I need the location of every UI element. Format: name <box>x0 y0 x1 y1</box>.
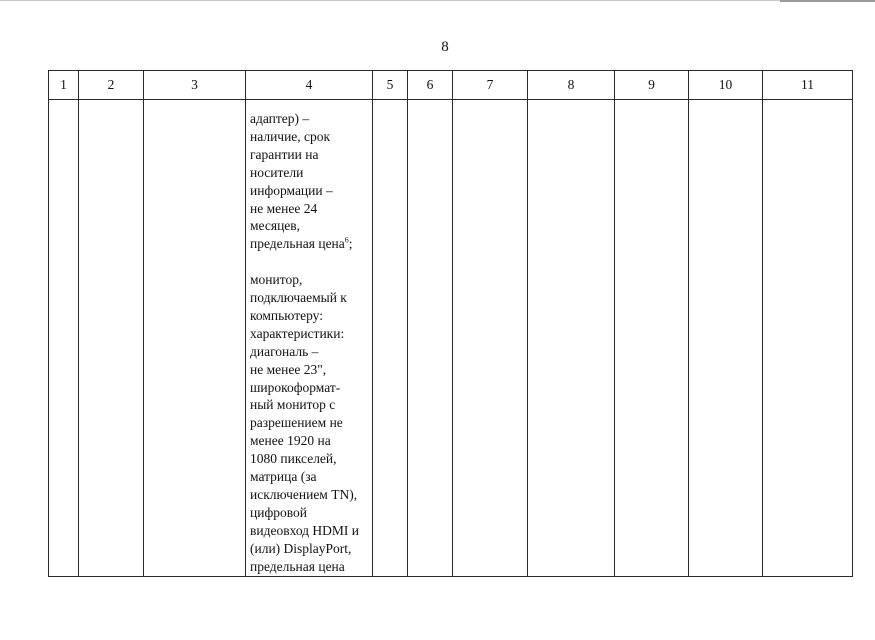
text-line: цифровой <box>250 504 307 520</box>
table-cell-col8 <box>528 100 615 577</box>
text-line: гарантии на <box>250 146 319 162</box>
table-cell-col7 <box>453 100 528 577</box>
column-header: 7 <box>453 71 528 100</box>
page-number: 8 <box>441 39 449 55</box>
text-line: носители <box>250 164 304 180</box>
column-header: 8 <box>528 71 615 100</box>
table-cell-col5 <box>373 100 408 577</box>
table-cell-description <box>246 100 373 577</box>
text-line: менее 1920 на <box>250 433 331 449</box>
table-cell-col10 <box>689 100 763 577</box>
column-header: 10 <box>689 71 763 100</box>
text-line: подключаемый к <box>250 290 347 306</box>
column-header: 4 <box>246 71 373 100</box>
text-line: разрешением не <box>250 415 343 431</box>
table-cell-col6 <box>408 100 453 577</box>
text-line: не менее 23", <box>250 361 327 377</box>
text-line: компьютеру: <box>250 307 323 323</box>
text-fragment: ; <box>348 236 353 252</box>
column-header: 11 <box>763 71 853 100</box>
text-line: матрица (за <box>250 469 317 485</box>
column-header: 3 <box>144 71 246 100</box>
table-cell-col11 <box>763 100 853 577</box>
text-line: широкоформат- <box>250 379 341 395</box>
text-line: адаптер) – <box>250 111 310 126</box>
paragraph-storage-requirements <box>250 110 370 253</box>
text-line: ный монитор с <box>250 397 336 413</box>
text-line: характеристики: <box>250 325 345 341</box>
text-line: месяцев, <box>250 218 301 234</box>
paragraph-gap <box>250 253 370 271</box>
text-line: наличие, срок <box>250 128 331 144</box>
column-header: 6 <box>408 71 453 100</box>
text-line: видеовход HDMI и <box>250 522 360 538</box>
text-line: монитор, <box>250 272 303 288</box>
table-header-row <box>49 71 853 100</box>
footnote-reference: 6 <box>344 235 349 245</box>
table-cell-col2 <box>79 100 144 577</box>
text-line: не менее 24 <box>250 200 318 216</box>
column-header: 5 <box>373 71 408 100</box>
specification-table <box>48 70 853 577</box>
table-cell-col3 <box>144 100 246 577</box>
paragraph-monitor-requirements <box>250 271 370 575</box>
column-header: 2 <box>79 71 144 100</box>
scan-top-edge-mark <box>780 0 875 2</box>
table-cell-col9 <box>615 100 689 577</box>
text-line-with-footnote <box>250 235 370 253</box>
column-header: 1 <box>49 71 79 100</box>
text-line: информации – <box>250 182 333 198</box>
scan-top-edge <box>0 0 875 1</box>
column-header: 9 <box>615 71 689 100</box>
table-cell-col1 <box>49 100 79 577</box>
table-row <box>49 100 853 577</box>
text-line: 1080 пикселей, <box>250 451 337 467</box>
text-line: исключением TN), <box>250 487 358 503</box>
text-line: диагональ – <box>250 343 319 359</box>
text-line: предельная цена <box>250 558 345 574</box>
text-line: (или) DisplayPort, <box>250 540 352 556</box>
text-fragment: предельная цена <box>250 236 345 252</box>
